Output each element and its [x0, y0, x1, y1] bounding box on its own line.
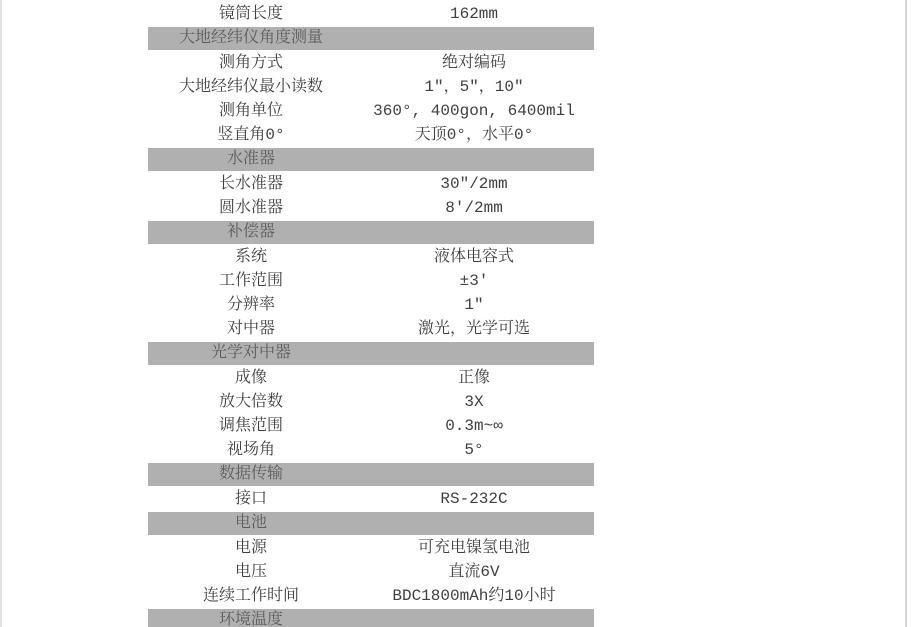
spec-label: 分辨率	[226, 296, 275, 314]
section-header-bar	[148, 609, 594, 627]
spec-label: 放大倍数	[218, 393, 283, 411]
spec-row	[148, 51, 594, 75]
section-title: 电池	[234, 514, 267, 532]
section-title: 环境温度	[218, 611, 283, 627]
spec-label: 系统	[234, 248, 267, 266]
spec-value: 激光，光学可选	[417, 320, 530, 338]
spec-row	[148, 172, 594, 196]
spec-row	[148, 560, 594, 584]
spec-row	[148, 536, 594, 560]
spec-value: BDC1800mAh约10小时	[392, 587, 556, 605]
spec-label: 成像	[234, 369, 267, 387]
spec-label: 圆水准器	[218, 199, 283, 217]
spec-label: 接口	[234, 490, 267, 508]
spec-row	[148, 317, 594, 341]
spec-label: 连续工作时间	[202, 587, 299, 605]
spec-row	[148, 99, 594, 123]
spec-table	[148, 2, 594, 627]
section-header-bar	[148, 27, 594, 50]
page-left-border	[0, 0, 2, 627]
spec-value: 162mm	[449, 5, 498, 23]
spec-value: 5°	[464, 441, 484, 459]
spec-value: 正像	[457, 369, 490, 387]
spec-row	[148, 366, 594, 390]
spec-label: 测角方式	[218, 54, 283, 72]
section-header-bar	[148, 221, 594, 244]
spec-label: 长水准器	[218, 175, 283, 193]
spec-row	[148, 414, 594, 438]
spec-row	[148, 2, 594, 26]
spec-value: ±3′	[459, 272, 489, 290]
spec-row	[148, 245, 594, 269]
spec-label: 电压	[234, 563, 267, 581]
section-header-bar	[148, 342, 594, 365]
spec-value: 30″/2mm	[440, 175, 508, 193]
section-header-row	[148, 27, 594, 51]
section-header-bar	[148, 463, 594, 486]
spec-row	[148, 123, 594, 147]
section-title: 大地经纬仪角度测量	[178, 29, 323, 47]
spec-value: 3X	[464, 393, 484, 411]
spec-row	[148, 438, 594, 462]
spec-label: 镜筒长度	[218, 5, 283, 23]
spec-row	[148, 487, 594, 511]
page-right-border	[905, 0, 907, 627]
spec-value: RS-232C	[440, 490, 508, 508]
spec-value: 可充电镍氢电池	[417, 539, 530, 557]
spec-value: 液体电容式	[433, 248, 514, 266]
section-title: 水准器	[226, 150, 275, 168]
spec-row	[148, 293, 594, 317]
spec-row	[148, 269, 594, 293]
spec-label: 测角单位	[218, 102, 283, 120]
section-header-bar	[148, 512, 594, 535]
section-header-row	[148, 342, 594, 366]
spec-row	[148, 75, 594, 99]
spec-row	[148, 196, 594, 220]
section-title: 补偿器	[226, 223, 275, 241]
section-header-bar	[148, 148, 594, 171]
spec-row	[148, 584, 594, 608]
spec-label: 工作范围	[218, 272, 283, 290]
spec-value: 360°, 400gon, 6400mil	[373, 102, 575, 120]
section-header-row	[148, 148, 594, 172]
section-header-row	[148, 609, 594, 627]
spec-label: 对中器	[226, 320, 275, 338]
spec-value: 8′/2mm	[445, 199, 503, 217]
spec-value: 天顶0°，水平0°	[414, 126, 534, 144]
spec-row	[148, 390, 594, 414]
spec-value: 1″，5″，10″	[424, 78, 524, 96]
spec-label: 调焦范围	[218, 417, 283, 435]
spec-label: 竖直角0°	[217, 126, 285, 144]
spec-value: 0.3m~∞	[445, 417, 503, 435]
spec-value: 直流6V	[448, 563, 500, 581]
section-header-row	[148, 463, 594, 487]
spec-value: 绝对编码	[441, 54, 506, 72]
section-title: 数据传输	[218, 465, 283, 483]
spec-label: 大地经纬仪最小读数	[178, 78, 323, 96]
spec-label: 电源	[234, 539, 267, 557]
section-header-row	[148, 221, 594, 245]
section-title: 光学对中器	[210, 344, 291, 362]
spec-value: 1″	[464, 296, 484, 314]
section-header-row	[148, 512, 594, 536]
spec-label: 视场角	[226, 441, 275, 459]
